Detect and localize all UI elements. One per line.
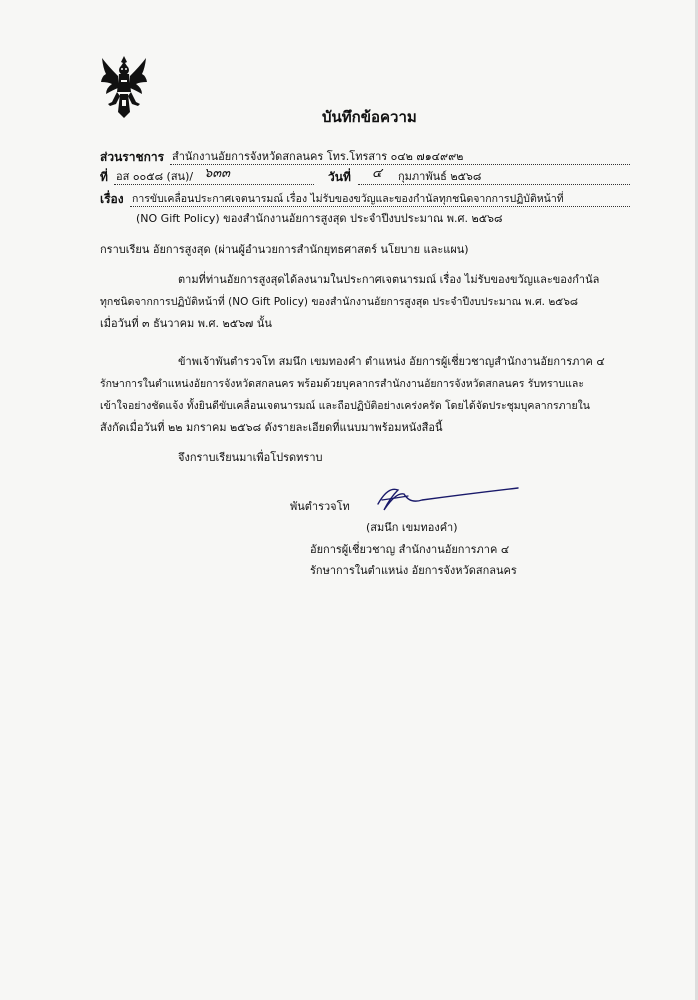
salutation: กราบเรียน อัยการสูงสุด (ผ่านผู้อำนวยการสำนักยุทธศาสตร์ นโยบาย และแผน) <box>100 243 469 256</box>
handwritten-signature <box>376 484 520 514</box>
agency-dotted-line <box>170 164 630 165</box>
garuda-emblem-icon <box>100 54 148 120</box>
page-title: บันทึกข้อความ <box>322 108 417 126</box>
signer-rank: พันตำรวจโท <box>290 500 350 513</box>
agency-value: สำนักงานอัยการจังหวัดสกลนคร โทร.โทรสาร ๐๔๒ ๗๑๔๙๙๒ <box>172 150 464 163</box>
para2-line: เข้าใจอย่างชัดแจ้ง ทั้งยินดีขับเคลื่อนเจตนารมณ์ และถือปฏิบัติอย่างเคร่งครัด โดยได้จัดประชุมบุคลากรภายใน <box>100 400 590 412</box>
agency-label: ส่วนราชการ <box>100 150 165 164</box>
para1-line: เมื่อวันที่ ๓ ธันวาคม พ.ศ. ๒๕๖๗ นั้น <box>100 317 272 330</box>
ref-label: ที่ <box>100 170 108 184</box>
para2-line: สังกัดเมื่อวันที่ ๒๒ มกราคม ๒๕๖๘ ดังรายละเอียดที่แนบมาพร้อมหนังสือนี้ <box>100 421 443 434</box>
signer-position-2: รักษาการในตำแหน่ง อัยการจังหวัดสกลนคร <box>310 564 517 577</box>
subject-dotted-line <box>130 206 630 207</box>
date-day-handwritten: ๔ <box>372 166 382 181</box>
signer-position-1: อัยการผู้เชี่ยวชาญ สำนักงานอัยการภาค ๔ <box>310 543 510 556</box>
para2-line: ข้าพเจ้าพันตำรวจโท สมนึก เขมทองคำ ตำแหน่ง อัยการผู้เชี่ยวชาญสำนักงานอัยการภาค ๔ <box>178 355 605 368</box>
date-label: วันที่ <box>328 170 351 184</box>
closing-text: จึงกราบเรียนมาเพื่อโปรดทราบ <box>178 451 323 464</box>
ref-dotted-line <box>114 184 314 185</box>
subject-line-1: การขับเคลื่อนประกาศเจตนารมณ์ เรื่อง ไม่รับของขวัญและของกำนัลทุกชนิดจากการปฏิบัติหน้าที่ <box>132 193 564 205</box>
ref-number-handwritten: ๖๓๓ <box>204 166 231 181</box>
signer-name: (สมนึก เขมทองคำ) <box>366 521 458 534</box>
date-dotted-line <box>358 184 630 185</box>
date-value: กุมภาพันธ์ ๒๕๖๘ <box>398 170 482 183</box>
ref-value: อส ๐๐๕๘ (สน)/ <box>116 170 194 183</box>
subject-line-2: (NO Gift Policy) ของสำนักงานอัยการสูงสุด ประจำปีงบประมาณ พ.ศ. ๒๕๖๘ <box>136 212 503 225</box>
para1-line: ทุกชนิดจากการปฏิบัติหน้าที่ (NO Gift Policy) ของสำนักงานอัยการสูงสุด ประจำปีงบประมาณ พ.ศ. ๒๕๖๘ <box>100 296 578 308</box>
subject-label: เรื่อง <box>100 192 124 206</box>
para2-line: รักษาการในตำแหน่งอัยการจังหวัดสกลนคร พร้อมด้วยบุคลากรสำนักงานอัยการจังหวัดสกลนคร รับทราบและ <box>100 378 584 390</box>
para1-line: ตามที่ท่านอัยการสูงสุดได้ลงนามในประกาศเจตนารมณ์ เรื่อง ไม่รับของขวัญและของกำนัล <box>178 273 600 286</box>
